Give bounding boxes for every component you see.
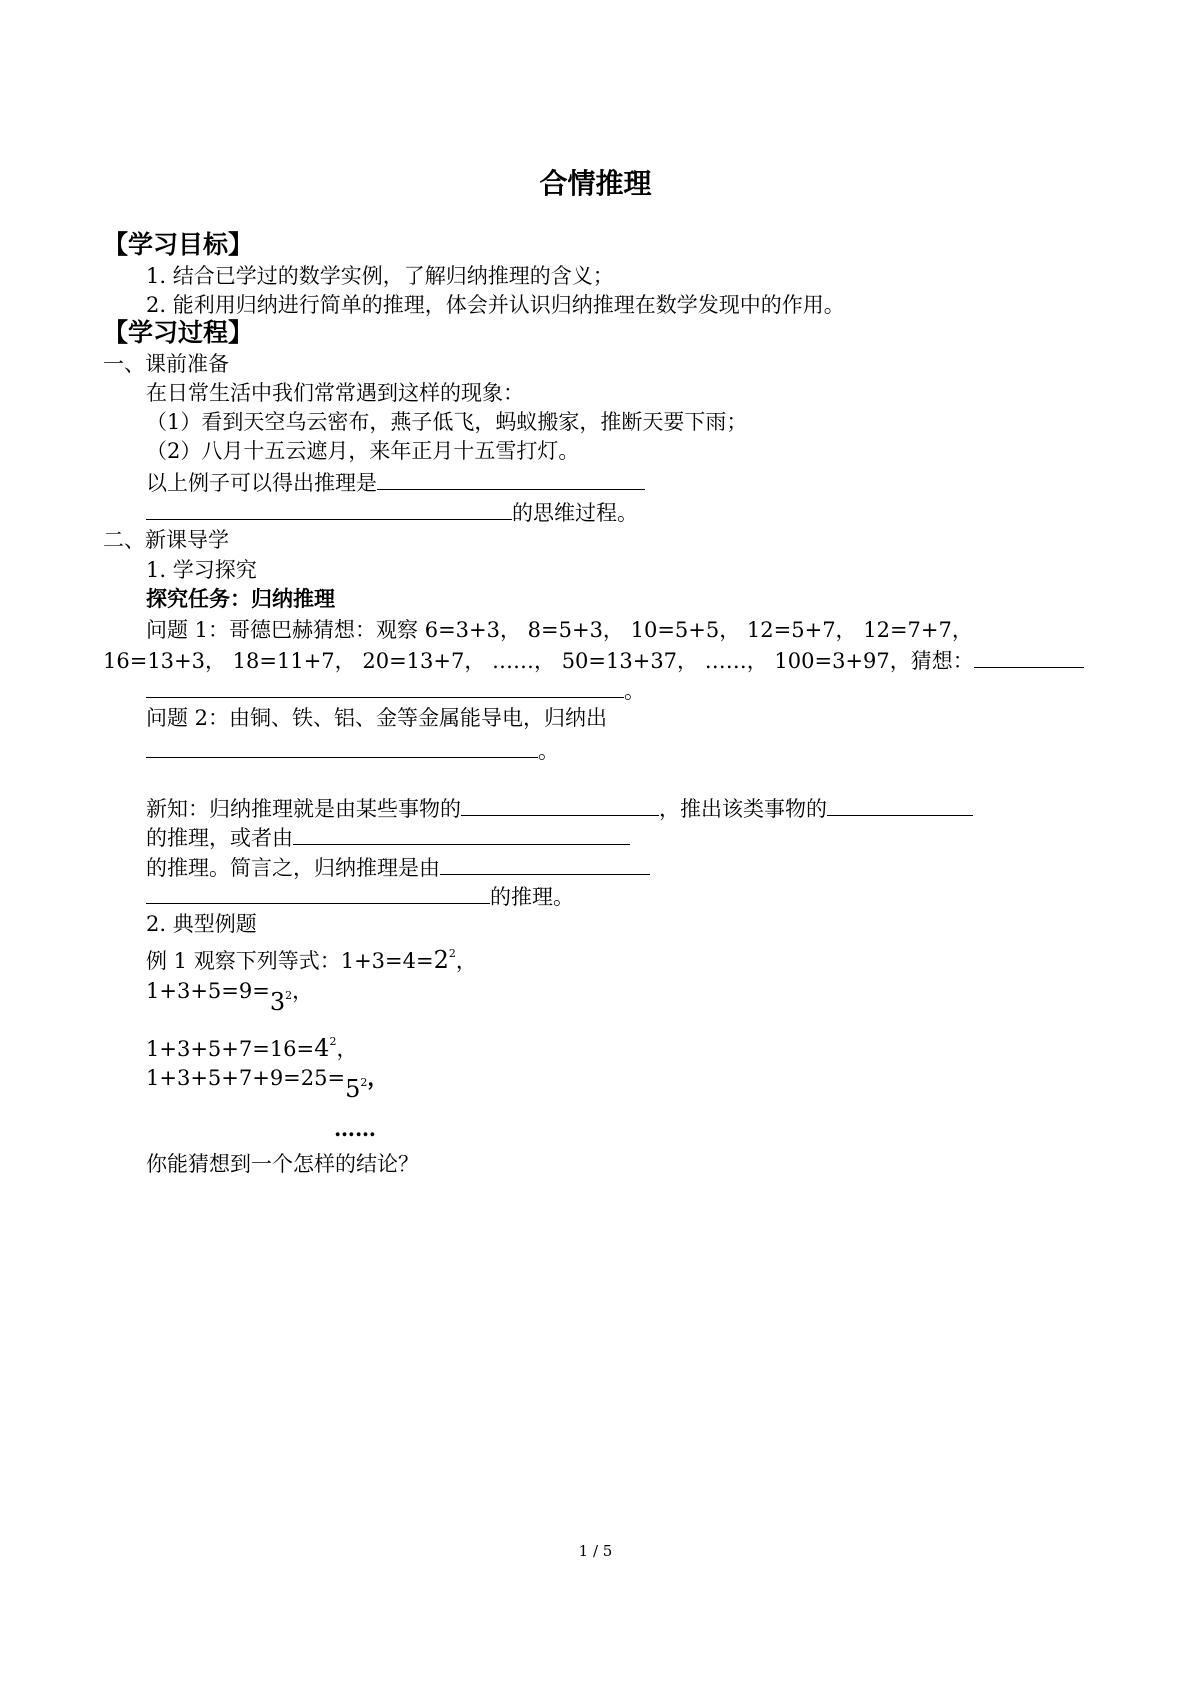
answer-blank[interactable] bbox=[440, 852, 650, 875]
subsection-examples: 2. 典型例题 bbox=[146, 912, 257, 936]
question-2-answer-line bbox=[146, 735, 559, 765]
new-knowledge-line-1 bbox=[146, 793, 973, 823]
power-exponent: 2 bbox=[285, 989, 293, 1002]
goals-heading: 【学习目标】 bbox=[103, 230, 254, 259]
part1-intro: 在日常生活中我们常常遇到这样的现象： bbox=[146, 381, 524, 405]
question-1-line-2 bbox=[103, 645, 1084, 675]
answer-blank[interactable] bbox=[377, 467, 645, 490]
new-knowledge-line-3 bbox=[146, 852, 650, 882]
power-exponent: 2 bbox=[329, 1035, 337, 1048]
new-knowledge-text: 新知：归纳推理就是由某些事物的 bbox=[146, 797, 461, 821]
page-title: 合情推理 bbox=[539, 167, 652, 200]
comma: ， bbox=[336, 1037, 358, 1061]
power-base: 4 bbox=[314, 1034, 330, 1062]
goal-item-2: 2. 能利用归纳进行简单的推理，体会并认识归纳推理在数学发现中的作用。 bbox=[146, 293, 845, 317]
equation-lhs: 1+3+5=9= bbox=[146, 979, 270, 1003]
new-knowledge-text: 的推理。 bbox=[490, 885, 574, 909]
question-1-line-1: 问题 1：哥德巴赫猜想：观察 6=3+3， 8=5+3， 10=5+5， 12=5+7， 12=7+7， bbox=[146, 618, 973, 642]
power-base: 3 bbox=[269, 988, 286, 1016]
part1-example-1: （1）看到天空乌云密布，燕子低飞，蚂蚁搬家，推断天要下雨； bbox=[146, 410, 748, 434]
answer-blank[interactable] bbox=[293, 822, 630, 845]
new-knowledge-text: 的推理，或者由 bbox=[146, 826, 293, 850]
part1-fill-prefix: 以上例子可以得出推理是 bbox=[146, 471, 377, 495]
period: 。 bbox=[624, 679, 645, 703]
new-knowledge-text: ，推出该类事物的 bbox=[659, 797, 827, 821]
equation-2 bbox=[146, 970, 314, 1016]
new-knowledge-text: 的推理。简言之，归纳推理是由 bbox=[146, 856, 440, 880]
question-1-answer-line bbox=[146, 675, 645, 705]
part1-heading: 一、课前准备 bbox=[103, 352, 229, 376]
comma: ， bbox=[367, 1065, 389, 1090]
question-1-text: 16=13+3， 18=11+7， 20=13+7， ……， 50=13+37， ……， 100=3+97，猜想： bbox=[103, 649, 974, 673]
example-1-text: 例 1 观察下列等式：1+3=4= bbox=[146, 949, 434, 973]
comma: ， bbox=[292, 979, 314, 1003]
new-knowledge-line-4 bbox=[146, 881, 574, 911]
part1-fill-line-2 bbox=[146, 497, 638, 527]
equation-4 bbox=[146, 1057, 389, 1103]
conclusion-question: 你能猜想到一个怎样的结论？ bbox=[146, 1152, 419, 1176]
power-exponent: 2 bbox=[448, 947, 456, 960]
subsection-study: 1. 学习探究 bbox=[146, 558, 257, 582]
part1-fill-suffix: 的思维过程。 bbox=[512, 501, 638, 525]
part1-example-2: （2）八月十五云遮月，来年正月十五雪打灯。 bbox=[146, 439, 580, 463]
power-base: 5 bbox=[345, 1075, 361, 1103]
answer-blank[interactable] bbox=[146, 881, 490, 904]
goal-item-1: 1. 结合已学过的数学实例，了解归纳推理的含义； bbox=[146, 264, 614, 288]
period: 。 bbox=[538, 739, 559, 763]
new-knowledge-line-2 bbox=[146, 822, 630, 852]
page-number: 1 / 5 bbox=[578, 1542, 613, 1560]
answer-blank[interactable] bbox=[974, 645, 1084, 668]
task-heading: 探究任务：归纳推理 bbox=[146, 586, 335, 611]
equation-lhs: 1+3+5+7+9=25= bbox=[146, 1066, 346, 1090]
question-2: 问题 2：由铜、铁、铝、金等金属能导电，归纳出 bbox=[146, 706, 608, 730]
power-exponent: 2 bbox=[360, 1076, 368, 1089]
part2-heading: 二、新课导学 bbox=[103, 528, 229, 552]
answer-blank[interactable] bbox=[146, 675, 624, 698]
process-heading: 【学习过程】 bbox=[103, 318, 254, 347]
answer-blank[interactable] bbox=[146, 735, 538, 758]
part1-fill-line bbox=[146, 467, 645, 497]
answer-blank[interactable] bbox=[461, 793, 659, 816]
ellipsis: …… bbox=[334, 1116, 376, 1141]
equation-lhs: 1+3+5+7=16= bbox=[146, 1037, 315, 1061]
answer-blank[interactable] bbox=[827, 793, 973, 816]
answer-blank[interactable] bbox=[146, 497, 512, 520]
comma: ， bbox=[455, 949, 477, 973]
power-base: 2 bbox=[433, 946, 449, 974]
